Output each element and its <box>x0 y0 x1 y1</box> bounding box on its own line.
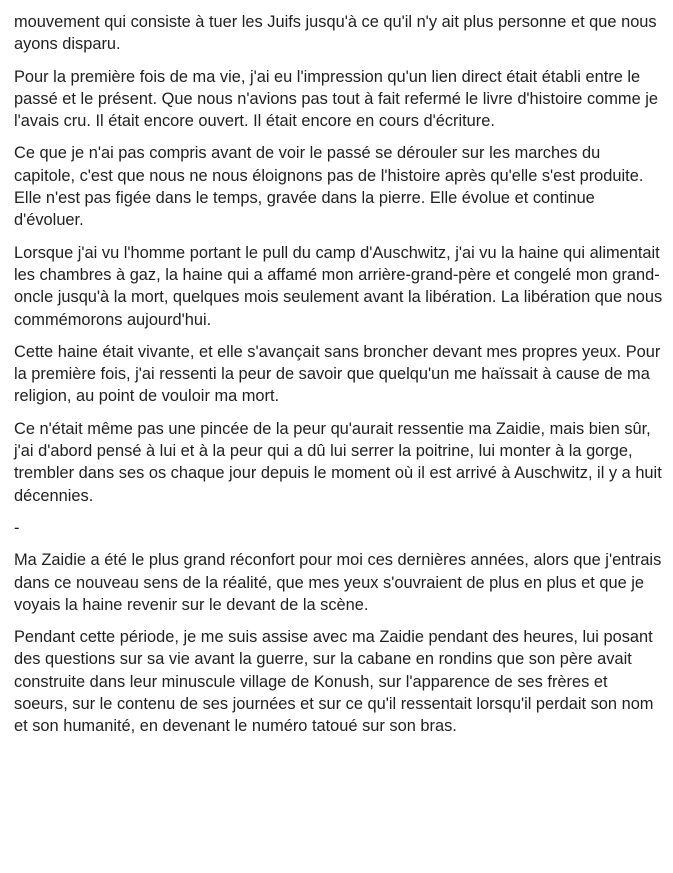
paragraph-3: Ce que je n'ai pas compris avant de voir le passé se dérouler sur les marches du capitole, c'est que nous ne nous éloignons pas de l'histoire après qu'elle s'est produite. Elle n'est pas figée dans le temps, gravée dans la pierre. Elle évolue et continue d'évoluer. <box>14 144 644 230</box>
paragraph-2: Pour la première fois de ma vie, j'ai eu l'impression qu'un lien direct était établi entre le passé et le présent. Que nous n'avions pas tout à fait refermé le livre d'histoire comme je l'avais cru. Il était encore ouvert. Il était encore en cours d'écriture. <box>14 67 658 131</box>
paragraph-5: Cette haine était vivante, et elle s'avançait sans broncher devant mes propres yeux. Pour la première fois, j'ai ressenti la peur de savoir que quelqu'un me haïssait à cause de ma religion, au point de vouloir ma mort. <box>14 342 661 406</box>
document-body <box>14 11 664 748</box>
paragraph-1: mouvement qui consiste à tuer les Juifs jusqu'à ce qu'il n'y ait plus personne et que nous ayons disparu. <box>14 13 657 54</box>
paragraph-8: Pendant cette période, je me suis assise avec ma Zaidie pendant des heures, lui posant des questions sur sa vie avant la guerre, sur la cabane en rondins que son père avait construite dans leur minuscule village de Konush, sur l'apparence de ses frères et soeurs, sur le contenu de ses journées et sur ce qu'il ressentait lorsqu'il perdait son nom et son humanité, en devenant le numéro tatoué sur son bras. <box>14 628 654 736</box>
paragraph-4: Lorsque j'ai vu l'homme portant le pull du camp d'Auschwitz, j'ai vu la haine qui alimentait les chambres à gaz, la haine qui a affamé mon arrière-grand-père et congelé mon grand-oncle jusqu'à la mort, quelques mois seulement avant la libération. La libération que nous commémorons aujourd'hui. <box>14 243 663 329</box>
section-separator: - <box>14 518 20 537</box>
paragraph-6: Ce n'était même pas une pincée de la peur qu'aurait ressentie ma Zaidie, mais bien sûr, j'ai d'abord pensé à lui et à la peur qui a dû lui serrer la poitrine, lui monter à la gorge, trembler dans ses os chaque jour depuis le moment où il est arrivé à Auschwitz, il y a huit décennies. <box>14 419 662 505</box>
paragraph-7: Ma Zaidie a été le plus grand réconfort pour moi ces dernières années, alors que j'entrais dans ce nouveau sens de la réalité, que mes yeux s'ouvraient de plus en plus et que je voyais la haine revenir sur le devant de la scène. <box>14 551 662 614</box>
